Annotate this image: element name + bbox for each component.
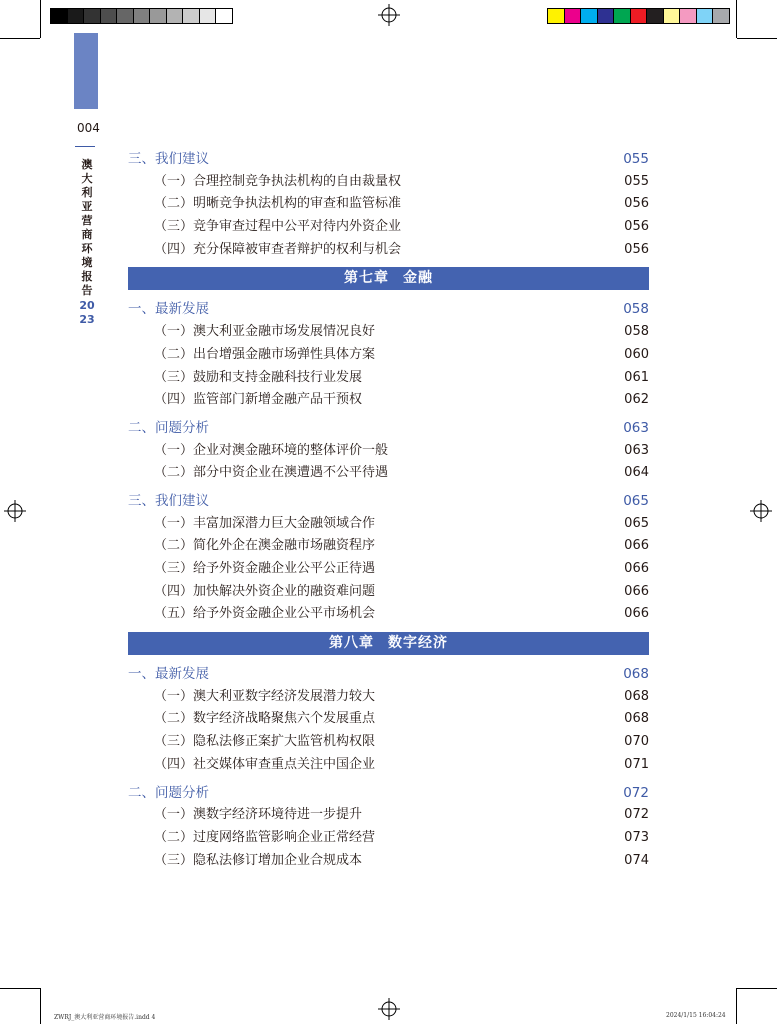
toc-entry-page: 070 xyxy=(624,734,649,750)
toc-entry-page: 065 xyxy=(623,492,649,509)
toc-section[interactable] xyxy=(128,782,649,805)
toc-entry-page: 073 xyxy=(624,829,649,845)
crop-mark xyxy=(736,988,737,1024)
grayscale-swatch xyxy=(183,9,200,23)
toc-entry-page: 060 xyxy=(624,346,649,362)
toc-entry-title: （二）简化外企在澳金融市场融资程序 xyxy=(154,538,376,554)
color-swatch xyxy=(647,9,664,23)
chapter-heading[interactable] xyxy=(128,267,649,290)
color-swatch xyxy=(697,9,714,23)
toc-item[interactable] xyxy=(128,581,649,604)
toc-entry-title: （四）监管部门新增金融产品干预权 xyxy=(154,392,363,408)
toc-entry-title: （三）隐私法修订增加企业合规成本 xyxy=(154,852,363,868)
toc-entry-page: 062 xyxy=(624,392,649,408)
toc-entry-page: 068 xyxy=(623,666,649,683)
color-swatch xyxy=(713,9,729,23)
toc-entry-title: 二、问题分析 xyxy=(128,784,209,801)
color-swatch xyxy=(581,9,598,23)
toc-entry-page: 056 xyxy=(624,241,649,257)
running-title xyxy=(79,158,95,327)
crop-mark xyxy=(737,988,777,989)
toc-entry-page: 066 xyxy=(624,606,649,622)
toc-item[interactable] xyxy=(128,535,649,558)
registration-mark-icon xyxy=(378,4,400,26)
grayscale-swatch xyxy=(84,9,101,23)
toc-item[interactable] xyxy=(128,344,649,367)
toc-item[interactable] xyxy=(128,686,649,709)
toc-entry-title: （一）丰富加深潜力巨大金融领域合作 xyxy=(154,515,376,531)
toc-entry-page: 063 xyxy=(623,419,649,436)
toc-entry-page: 066 xyxy=(624,561,649,576)
toc-entry-title: （四）加快解决外资企业的融资难问题 xyxy=(154,583,376,599)
color-control-bar xyxy=(547,8,730,24)
toc-entry-page: 065 xyxy=(624,515,649,531)
toc-section[interactable] xyxy=(128,417,649,440)
toc-item[interactable] xyxy=(128,558,649,581)
toc-item[interactable] xyxy=(128,171,649,194)
toc-entry-title: （一）澳数字经济环境待进一步提升 xyxy=(154,807,363,823)
toc-entry-title: （三）竞争审查过程中公平对待内外资企业 xyxy=(154,219,402,235)
toc-entry-title: （三）隐私法修正案扩大监管机构权限 xyxy=(154,734,376,750)
toc-entry-title: （二）出台增强金融市场弹性具体方案 xyxy=(154,346,376,362)
crop-mark xyxy=(0,988,40,989)
grayscale-swatch xyxy=(216,9,232,23)
toc-entry-title: （一）合理控制竞争执法机构的自由裁量权 xyxy=(154,173,402,189)
crop-mark xyxy=(736,0,737,38)
toc-entry-page: 055 xyxy=(624,173,649,189)
chapter-number: 第七章 xyxy=(344,270,389,287)
toc-entry-title: （三）给予外资金融企业公平公正待遇 xyxy=(154,561,376,576)
crop-mark xyxy=(737,38,777,39)
toc-entry-page: 074 xyxy=(624,852,649,868)
toc-item[interactable] xyxy=(128,193,649,216)
toc-entry-page: 064 xyxy=(624,465,649,481)
grayscale-swatch xyxy=(117,9,134,23)
grayscale-swatch xyxy=(200,9,217,23)
toc-entry-title: （二）过度网络监管影响企业正常经营 xyxy=(154,829,376,845)
crop-mark xyxy=(40,988,41,1024)
toc-entry-title: 二、问题分析 xyxy=(128,419,209,436)
chapter-title: 数字经济 xyxy=(388,635,448,652)
color-swatch xyxy=(565,9,582,23)
toc-entry-page: 063 xyxy=(624,442,649,458)
toc-item[interactable] xyxy=(128,440,649,463)
grayscale-swatch xyxy=(51,9,68,23)
chapter-tab-block xyxy=(74,33,98,109)
toc-entry-page: 066 xyxy=(624,538,649,554)
toc-entry-page: 072 xyxy=(623,784,649,801)
chapter-heading[interactable] xyxy=(128,632,649,655)
grayscale-swatch xyxy=(68,9,85,23)
toc-item[interactable] xyxy=(128,367,649,390)
toc-entry-page: 072 xyxy=(624,807,649,823)
running-title-text: 澳大利亚营商环境报告 xyxy=(81,158,93,297)
toc-item[interactable] xyxy=(128,850,649,873)
grayscale-bar xyxy=(50,8,233,24)
side-divider xyxy=(75,146,95,147)
toc-item[interactable] xyxy=(128,216,649,239)
toc-entry-page: 066 xyxy=(624,583,649,599)
toc-entry-title: 一、最新发展 xyxy=(128,301,209,318)
toc-item[interactable] xyxy=(128,389,649,412)
toc-item[interactable] xyxy=(128,603,649,626)
toc-entry-page: 055 xyxy=(623,151,649,167)
color-swatch xyxy=(631,9,648,23)
toc-item[interactable] xyxy=(128,731,649,754)
toc-entry-page: 068 xyxy=(624,688,649,704)
toc-entry-title: （三）鼓励和支持金融科技行业发展 xyxy=(154,369,363,385)
toc-entry-title: （二）明晰竞争执法机构的审查和监管标准 xyxy=(154,196,402,212)
registration-mark-icon xyxy=(4,500,26,522)
crop-mark xyxy=(0,38,40,39)
toc-item[interactable] xyxy=(128,827,649,850)
color-swatch xyxy=(598,9,615,23)
toc-entry-page: 056 xyxy=(624,196,649,212)
toc-entry-title: 一、最新发展 xyxy=(128,666,209,683)
toc-entry-title: 三、我们建议 xyxy=(128,151,209,167)
toc-entry-title: （五）给予外资金融企业公平市场机会 xyxy=(154,606,376,622)
toc-entry-page: 061 xyxy=(624,369,649,385)
toc-entry-title: （一）澳大利亚金融市场发展情况良好 xyxy=(154,324,376,340)
running-title-year: 2023 xyxy=(79,299,95,326)
toc-item[interactable] xyxy=(128,804,649,827)
table-of-contents xyxy=(128,148,649,872)
color-swatch xyxy=(680,9,697,23)
toc-entry-title: （四）社交媒体审查重点关注中国企业 xyxy=(154,756,376,772)
toc-entry-title: （四）充分保障被审查者辩护的权利与机会 xyxy=(154,241,402,257)
toc-entry-title: （二）数字经济战略聚焦六个发展重点 xyxy=(154,711,376,727)
toc-section[interactable] xyxy=(128,298,649,321)
color-swatch xyxy=(664,9,681,23)
registration-mark-icon xyxy=(750,500,772,522)
toc-entry-page: 068 xyxy=(624,711,649,727)
toc-entry-page: 058 xyxy=(623,301,649,318)
chapter-title: 金融 xyxy=(403,270,433,287)
toc-entry-title: （一）企业对澳金融环境的整体评价一般 xyxy=(154,442,389,458)
toc-item[interactable] xyxy=(128,462,649,485)
toc-entry-page: 058 xyxy=(624,324,649,340)
toc-item[interactable] xyxy=(128,754,649,777)
toc-section[interactable] xyxy=(128,663,649,686)
grayscale-swatch xyxy=(101,9,118,23)
chapter-number: 第八章 xyxy=(329,635,374,652)
color-swatch xyxy=(548,9,565,23)
color-swatch xyxy=(614,9,631,23)
file-slug: ZWRJ_澳大利亚营商环境报告.indd 4 xyxy=(54,1014,156,1021)
toc-entry-title: 三、我们建议 xyxy=(128,492,209,509)
grayscale-swatch xyxy=(134,9,151,23)
page-number: 004 xyxy=(77,121,100,135)
crop-mark xyxy=(40,0,41,38)
toc-entry-title: （二）部分中资企业在澳遭遇不公平待遇 xyxy=(154,465,389,481)
toc-entry-page: 056 xyxy=(624,219,649,235)
print-timestamp: 2024/1/15 16:04:24 xyxy=(666,1012,726,1019)
toc-section[interactable] xyxy=(128,490,649,513)
grayscale-swatch xyxy=(150,9,167,23)
toc-item[interactable] xyxy=(128,708,649,731)
toc-entry-page: 071 xyxy=(624,756,649,772)
toc-item[interactable] xyxy=(128,321,649,344)
toc-item[interactable] xyxy=(128,513,649,536)
grayscale-swatch xyxy=(167,9,184,23)
toc-entry-title: （一）澳大利亚数字经济发展潜力较大 xyxy=(154,688,376,704)
toc-section[interactable] xyxy=(128,148,649,171)
registration-mark-icon xyxy=(378,998,400,1020)
toc-item[interactable] xyxy=(128,239,649,262)
